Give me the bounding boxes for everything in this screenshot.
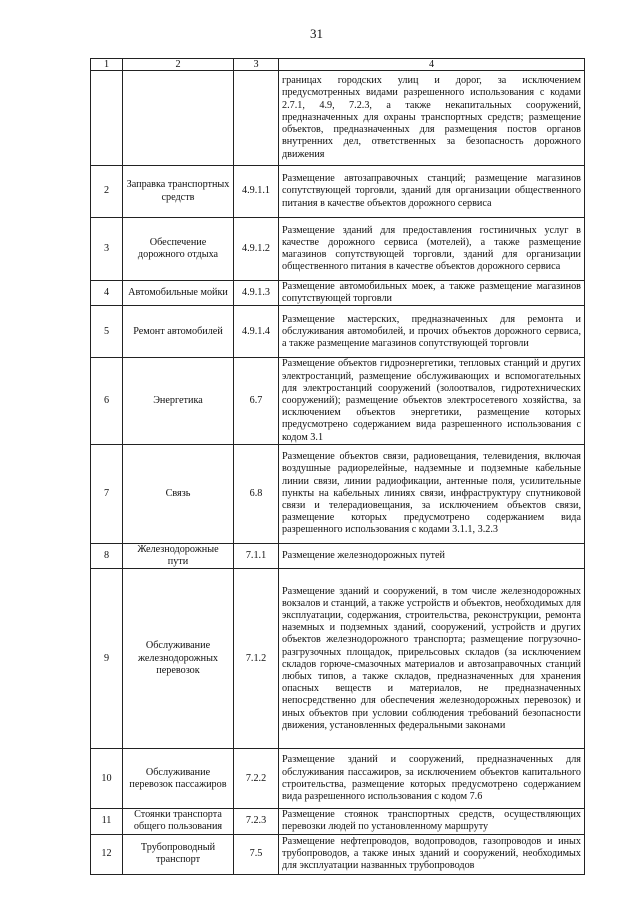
row-number: 11 — [91, 809, 123, 834]
row-number: 12 — [91, 834, 123, 874]
use-type-code: 7.1.1 — [234, 543, 279, 568]
row-number — [91, 71, 123, 166]
header-cell: 4 — [279, 59, 585, 71]
row-number: 6 — [91, 358, 123, 444]
use-type-name: Стоянки транспорта общего пользования — [123, 809, 234, 834]
use-type-code: 4.9.1.3 — [234, 281, 279, 306]
row-number: 5 — [91, 306, 123, 358]
table-header-row — [91, 59, 585, 71]
use-type-name — [123, 71, 234, 166]
row-number: 3 — [91, 218, 123, 281]
use-type-code: 7.2.3 — [234, 809, 279, 834]
use-type-name: Обслуживание перевозок пассажиров — [123, 749, 234, 809]
use-type-description: Размещение мастерских, предназначенных для ремонта и обслуживания автомобилей, и прочих объектов дорожного сервиса, а также размещение магазинов сопутствующей торговли — [279, 306, 585, 358]
use-type-name: Заправка транспортных средств — [123, 166, 234, 218]
use-type-description: Размещение зданий и сооружений, предназначенных для обслуживания пассажиров, за исключением объектов капитального строительства, размещение которых предусмотрено содержанием вида разрешенного использования с кодом 7.6 — [279, 749, 585, 809]
table-row — [91, 749, 585, 809]
use-type-description: границах городских улиц и дорог, за исключением предусмотренных видами разрешенного использования с кодами 2.7.1, 4.9, 7.2.3, а также некапитальных сооружений, предназначенных для охраны транспортных средств; размещение объектов, предназначенных для размещения постов органов внутренних дел, ответственных за безопасность дорожного движения — [279, 71, 585, 166]
row-number: 7 — [91, 444, 123, 543]
use-type-name: Обеспечение дорожного отдыха — [123, 218, 234, 281]
row-number: 9 — [91, 569, 123, 749]
use-type-description: Размещение объектов гидроэнергетики, тепловых станций и других электростанций, размещение обслуживающих и вспомогательных для электростанций сооружений (золоотвалов, гидротехнических сооружений); размещение объектов электросетевого хозяйства, за исключением объектов энергетики, размещение которых предусмотрено содержанием вида разрешенного использования с кодом 3.1 — [279, 358, 585, 444]
table-row — [91, 809, 585, 834]
table-row — [91, 306, 585, 358]
use-type-code: 6.8 — [234, 444, 279, 543]
use-type-description: Размещение нефтепроводов, водопроводов, газопроводов и иных трубопроводов, а также иных зданий и сооружений, необходимых для эксплуатации названных трубопроводов — [279, 834, 585, 874]
use-type-code: 4.9.1.1 — [234, 166, 279, 218]
use-type-name: Железнодорожные пути — [123, 543, 234, 568]
table-row — [91, 218, 585, 281]
header-cell: 1 — [91, 59, 123, 71]
use-type-code — [234, 71, 279, 166]
use-type-code: 7.1.2 — [234, 569, 279, 749]
table-row — [91, 71, 585, 166]
header-cell: 2 — [123, 59, 234, 71]
header-cell: 3 — [234, 59, 279, 71]
table-row — [91, 444, 585, 543]
page-number: 31 — [310, 26, 323, 41]
table-row — [91, 543, 585, 568]
use-type-code: 6.7 — [234, 358, 279, 444]
table-row — [91, 358, 585, 444]
row-number: 8 — [91, 543, 123, 568]
use-type-description: Размещение автомобильных моек, а также размещение магазинов сопутствующей торговли — [279, 281, 585, 306]
use-type-description: Размещение зданий для предоставления гостиничных услуг в качестве дорожного сервиса (мотелей), а также размещение магазинов сопутствующей торговли, зданий для организации общественного питания в качестве объектов дорожного сервиса — [279, 218, 585, 281]
table-row — [91, 834, 585, 874]
use-type-name: Обслуживание железнодорожных перевозок — [123, 569, 234, 749]
use-type-code: 4.9.1.2 — [234, 218, 279, 281]
use-type-name: Связь — [123, 444, 234, 543]
use-type-code: 7.2.2 — [234, 749, 279, 809]
use-type-description: Размещение стоянок транспортных средств, осуществляющих перевозки людей по установленному маршруту — [279, 809, 585, 834]
use-type-description: Размещение объектов связи, радиовещания, телевидения, включая воздушные радиорелейные, надземные и подземные кабельные линии связи, линии радиофикации, антенные поля, усилительные пункты на кабельных линиях связи, инфраструктуру спутниковой связи и телерадиовещания, за исключением объектов связи, размещение которых предусмотрено содержанием вида разрешенного использования с кодами 3.1.1, 3.2.3 — [279, 444, 585, 543]
row-number: 4 — [91, 281, 123, 306]
use-type-name: Энергетика — [123, 358, 234, 444]
use-type-name: Трубопроводный транспорт — [123, 834, 234, 874]
row-number: 2 — [91, 166, 123, 218]
use-type-code: 4.9.1.4 — [234, 306, 279, 358]
table-row — [91, 166, 585, 218]
table-row — [91, 569, 585, 749]
land-use-table — [90, 58, 585, 875]
use-type-code: 7.5 — [234, 834, 279, 874]
use-type-description: Размещение зданий и сооружений, в том числе железнодорожных вокзалов и станций, а также устройств и объектов, необходимых для эксплуатации, содержания, строительства, реконструкции, ремонта наземных и подземных зданий, сооружений, устройств и других объектов железнодорожного транспорта; размещение погрузочно-разгрузочных площадок, прирельсовых складов (за исключением складов горюче-смазочных материалов и автозаправочных станций любых типов, а также складов, предназначенных для хранения опасных веществ и материалов, не предназначенных непосредственно для обеспечения железнодорожных перевозок) и иных объектов при условии соблюдения требований безопасности движения, установленных федеральными законами — [279, 569, 585, 749]
use-type-name: Ремонт автомобилей — [123, 306, 234, 358]
use-type-description: Размещение железнодорожных путей — [279, 543, 585, 568]
row-number: 10 — [91, 749, 123, 809]
table-row — [91, 281, 585, 306]
use-type-description: Размещение автозаправочных станций; размещение магазинов сопутствующей торговли, зданий для организации общественного питания в качестве объектов дорожного сервиса — [279, 166, 585, 218]
use-type-name: Автомобильные мойки — [123, 281, 234, 306]
